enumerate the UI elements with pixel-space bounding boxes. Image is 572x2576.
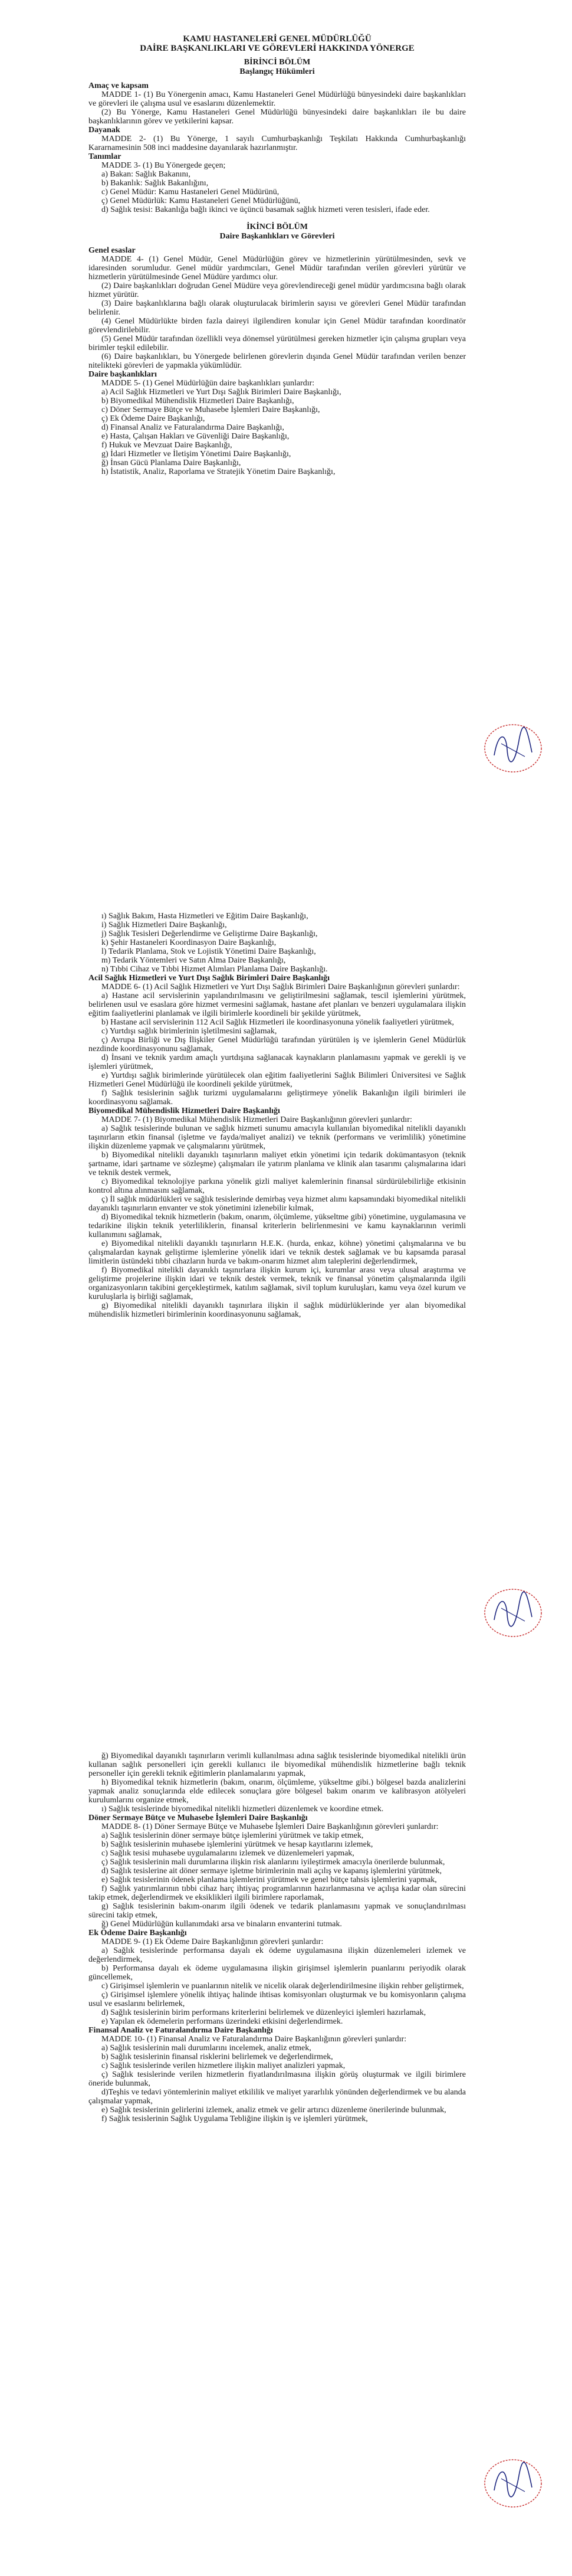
madde-4-para: (6) Daire başkanlıkları, bu Yönergede belirlenen görevlerin dışında Genel Müdür tarafından verilen benzer nitelikteki görevleri de yapmakla yükümlüdür.	[88, 352, 466, 370]
madde-4-para: (5) Genel Müdür tarafından özellikli veya dönemsel yürütülmesi gereken hizmetler için çalışma grupları veya birimler teşkil edilebilir.	[88, 335, 466, 352]
madde-9: MADDE 9- (1) Ek Ödeme Daire Başkanlığının görevleri şunlardır:	[101, 1937, 324, 1946]
madde-7: MADDE 7- (1) Biyomedikal Mühendislik Hizmetleri Daire Başkanlığının görevleri şunlardır:	[101, 1115, 412, 1124]
list-item: ç) Ek Ödeme Daire Başkanlığı,	[101, 414, 205, 423]
list-item: a) Bakan: Sağlık Bakanını,	[101, 170, 190, 179]
list-item: i) Sağlık Hizmetleri Daire Başkanlığı,	[101, 921, 227, 929]
list-item: a) Sağlık tesislerinin döner sermaye bütçe işlemlerini yürütmek ve takip etmek,	[101, 1831, 364, 1840]
heading-ek-odeme: Ek Ödeme Daire Başkanlığı	[88, 1929, 187, 1937]
heading-biyomedikal: Biyomedikal Mühendislik Hizmetleri Daire Başkanlığı	[88, 1107, 280, 1115]
list-item: l) Tedarik Planlama, Stok ve Lojistik Yönetimi Daire Başkanlığı,	[101, 947, 316, 956]
list-item: e) Biyomedikal nitelikli dayanıklı taşınırların H.E.K. (hurda, enkaz, köhne) yönetimi çalışmalarına ve bu çalışmalardan kaynak geliştirme işlemlerine yönelik idari ve teknik destek sağlamak ve bu kapsamda parasal limitlerin üstündeki tıbbi cihazların hurda ve bakım-onarım hizmet alım taleplerini değerlendirmek,	[88, 1239, 466, 1266]
list-item: d) Sağlık tesislerine ait döner sermaye işletme birimlerinin mali açılış ve kapanış işlemlerini yürütmek,	[101, 1867, 442, 1875]
madde-4-para: (4) Genel Müdürlükte birden fazla daireyi ilgilendiren konular için Genel Müdür tarafından koordinatör görevlendirilebilir.	[88, 317, 466, 335]
list-item: ç) Girişimsel işlemlere yönelik ihtiyaç halinde ihtisas komisyonları oluşturmak ve bu komisyonların çalışma usul ve esaslarını belirlemek,	[88, 1991, 466, 2008]
list-item: n) Tıbbi Cihaz ve Tıbbi Hizmet Alımları Planlama Daire Başkanlığı.	[101, 965, 328, 974]
list-item: g) Biyomedikal nitelikli dayanıklı taşınırlara ilişkin il sağlık müdürlüklerinde yer alan biyomedikal mühendislik hizmetleri birimlerinin koordinasyonunu sağlamak,	[88, 1301, 466, 1319]
signature-stamp	[478, 1585, 548, 1641]
list-item: f) Sağlık tesislerinin sağlık turizmi uygulamalarını geliştirmeye yönelik Bakanlığın ilgili birimleri ile koordinasyonu sağlamak.	[88, 1089, 466, 1107]
madde-8: MADDE 8- (1) Döner Sermaye Bütçe ve Muhasebe İşlemleri Daire Başkanlığının görevleri şunlardır:	[101, 1822, 439, 1831]
signature-stamp	[478, 720, 548, 776]
part-2-subtitle: Daire Başkanlıkları ve Görevleri	[219, 232, 335, 241]
list-item: ğ) İnsan Gücü Planlama Daire Başkanlığı,	[101, 459, 241, 467]
list-item: d) Sağlık tesisi: Bakanlığa bağlı ikinci ve üçüncü basamak sağlık hizmeti veren tesisleri, ifade eder.	[101, 205, 430, 214]
document-page-3	[0, 1717, 572, 2576]
madde-1-para-2: (2) Bu Yönerge, Kamu Hastaneleri Genel Müdürlüğü bünyesindeki daire başkanlıkları ile bu daire başkanlıklarının görev ve yetkilerini kapsar.	[88, 108, 466, 126]
list-item: e) Yurtdışı sağlık birimlerinde yürütülecek olan eğitim faaliyetlerini Sağlık Bilimleri Üniversitesi ve Sağlık Hizmetleri Genel Müdürlüğü ile koordineli şekilde yürütmek,	[88, 1071, 466, 1089]
madde-4-para: MADDE 4- (1) Genel Müdür, Genel Müdürlüğün görev ve hizmetlerinin yürütülmesinden, sevk ve idaresinden sorumludur. Genel müdür yardımcıları, Genel Müdür tarafından verilen görevleri yürütür ve hizmetlerin yürütülmesinde Genel Müdüre yardımcı olur.	[88, 255, 466, 282]
heading-amac: Amaç ve kapsam	[88, 81, 149, 90]
document-page-2	[0, 859, 572, 1717]
list-item: ç) Sağlık tesislerinde verilen hizmetlerin fiyatlandırılmasına ilişkin görüş oluşturmak ve ilgili birimlere öneride bulunmak,	[88, 2070, 466, 2088]
list-item: ı) Sağlık Bakım, Hasta Hizmetleri ve Eğitim Daire Başkanlığı,	[101, 912, 308, 921]
heading-daire-baskanliklari: Daire başkanlıkları	[88, 370, 157, 379]
list-item: c) Biyomedikal teknolojiye parkına yönelik gizli maliyet kalemlerinin finansal sürdürülebilirliğe etkisinin kontrol altına alınmasını sağlamak,	[88, 1177, 466, 1195]
madde-3: MADDE 3- (1) Bu Yönergede geçen;	[101, 161, 226, 170]
signature-stamp	[478, 2455, 548, 2511]
list-item: e) Hasta, Çalışan Hakları ve Güvenliği Daire Başkanlığı,	[101, 432, 290, 441]
list-item: c) Girişimsel işlemlerin ve puanlarının nitelik ve nicelik olarak değerlendirilmesine ilişkin rehber geliştirmek,	[101, 1982, 464, 1991]
list-item: f) Hukuk ve Mevzuat Daire Başkanlığı,	[101, 441, 232, 450]
list-item: a) Sağlık tesislerinde performansa dayalı ek ödeme uygulamasına ilişkin düzenlemeleri izlemek ve değerlendirmek,	[88, 1946, 466, 1964]
document-title-line-1: KAMU HASTANELERİ GENEL MÜDÜRLÜĞÜ	[183, 34, 372, 44]
list-item: f) Sağlık yatırımlarının tıbbi cihaz harç ihtiyaç programlarının hazırlanmasına ve açılışa kadar olan sürecini takip etmek, değerlendirmek ve eksiklikleri ilgili birimlere raporlamak,	[88, 1884, 466, 1902]
madde-5: MADDE 5- (1) Genel Müdürlüğün daire başkanlıkları şunlardır:	[101, 379, 315, 388]
list-item: b) Hastane acil servislerinin 112 Acil Sağlık Hizmetleri ile koordinasyonuna yönelik faaliyetleri yürütmek,	[101, 1018, 454, 1027]
list-item: b) Bakanlık: Sağlık Bakanlığını,	[101, 179, 209, 188]
list-item: b) Sağlık tesislerinin muhasebe işlemlerini yürütmek ve hesap kayıtlarını izlemek,	[101, 1840, 373, 1849]
list-item: d) Sağlık tesislerinin birim performans kriterlerini belirlemek ve düzenleyici işlemleri hazırlamak,	[101, 2008, 426, 2017]
list-item: b) Performansa dayalı ek ödeme uygulamasına ilişkin girişimsel işlemlerin puanlarını periyodik olarak güncellemek,	[88, 1964, 466, 1982]
list-item: c) Yurtdışı sağlık birimlerinin işletilmesini sağlamak,	[101, 1027, 277, 1036]
list-item: e) Sağlık tesislerinin gelirlerini izlemek, analiz etmek ve gelir artırıcı düzenleme önerilerinde bulunmak,	[101, 2106, 446, 2115]
heading-tanimlar: Tanımlar	[88, 152, 121, 161]
list-item: c) Döner Sermaye Bütçe ve Muhasebe İşlemleri Daire Başkanlığı,	[101, 405, 320, 414]
list-item: k) Şehir Hastaneleri Koordinasyon Daire Başkanlığı,	[101, 938, 277, 947]
list-item: ı) Sağlık tesislerinde biyomedikal nitelikli hizmetleri düzenlemek ve koordine etmek.	[101, 1805, 384, 1814]
document-page-1	[0, 0, 572, 859]
list-item: h) Biyomedikal teknik hizmetlerin (bakım, onarım, ölçümleme, yükseltme gibi.) bölgesel bazda analizlerini yapmak analiz sonuçlarında elde edilecek sonuçlara göre bölgesel bakım onarım ve kalibrasyon atölyeleri kurulumlarını organize etmek,	[88, 1778, 466, 1805]
part-1-title: BİRİNCİ BÖLÜM	[244, 58, 311, 67]
list-item: j) Sağlık Tesisleri Değerlendirme ve Geliştirme Daire Başkanlığı,	[101, 929, 318, 938]
list-item: f) Biyomedikal nitelikli dayanıklı taşınırlara ilişkin kurum içi, kurumlar arası veya ulusal araştırma ve geliştirme projelerine ilişkin idari ve teknik destek vermek, teknik ve finansal yönetim çalışmalarında ilgili organizasyonların takibini gerçekleştirmek, katılım sağlamak, sivil toplum kuruluşları, kamu veya özel kurum ve kuruluşlarla iş birliği sağlamak,	[88, 1266, 466, 1301]
list-item: h) İstatistik, Analiz, Raporlama ve Stratejik Yönetim Daire Başkanlığı,	[101, 467, 336, 476]
list-item: ğ) Genel Müdürlüğün kullanımdaki arsa ve binaların envanterini tutmak.	[101, 1920, 342, 1929]
list-item: d) Biyomedikal teknik hizmetlerin (bakım, onarım, ölçümleme, yükseltme gibi) yönetimine, uygulamasına ve tedarikine ilişkin teknik yeterliliklerin, finansal kriterlerin belirlenmesini ve kamu kaynaklarının verimli kullanımını sağlamak,	[88, 1213, 466, 1239]
heading-finansal-analiz: Finansal Analiz ve Faturalandırma Daire Başkanlığı	[88, 2026, 273, 2035]
list-item: e) Yapılan ek ödemelerin performans üzerindeki etkisini değerlendirmek.	[101, 2017, 343, 2026]
madde-10: MADDE 10- (1) Finansal Analiz ve Faturalandırma Daire Başkanlığının görevleri şunlardır:	[101, 2035, 407, 2044]
list-item: a) Acil Sağlık Hizmetleri ve Yurt Dışı Sağlık Birimleri Daire Başkanlığı,	[101, 388, 341, 397]
madde-1-para-1: MADDE 1- (1) Bu Yönergenin amacı, Kamu Hastaneleri Genel Müdürlüğü bünyesindeki daire başkanlıkları ve görevleri ile çalışma usul ve esaslarını düzenlemektir.	[88, 90, 466, 108]
list-item: a) Hastane acil servislerinin yapılandırılmasını ve geliştirilmesini sağlamak, tescil işlemlerini yürütmek, belirlenen usul ve esaslara göre hizmet vermesini sağlamak, hastane afet planları ve benzeri uygulamalara ilişkin eğitim faaliyetlerini planlamak ve ilgili birimlerle koordineli bir şekilde yürütmek,	[88, 991, 466, 1018]
list-item: g) Sağlık tesislerinin bakım-onarım ilgili ödenek ve tedarik planlamasını yapmak ve sonuçlandırılması sürecini takip etmek,	[88, 1902, 466, 1920]
list-item: m) Tedarik Yöntemleri ve Satın Alma Daire Başkanlığı,	[101, 956, 286, 965]
list-item: c) Sağlık tesislerinde verilen hizmetlere ilişkin maliyet analizleri yapmak,	[101, 2061, 346, 2070]
part-1-subtitle: Başlangıç Hükümleri	[239, 67, 315, 76]
list-item: b) Biyomedikal nitelikli dayanıklı taşınırların maliyet etkin yönetimi için tedarik dokümantasyon (teknik şartname, idari şartname ve sözleşme) çalışmaları ile yatırım planlama ve klinik alan tasarımı çalışmalarına idari ve teknik destek vermek,	[88, 1151, 466, 1177]
list-item: b) Biyomedikal Mühendislik Hizmetleri Daire Başkanlığı,	[101, 397, 294, 405]
list-item: a) Sağlık tesislerinin mali durumlarını incelemek, analiz etmek,	[101, 2044, 311, 2053]
madde-4-para: (2) Daire başkanlıkları doğrudan Genel Müdüre veya görevlendireceği genel müdür yardımcısına bağlı olarak hizmet yürütür.	[88, 282, 466, 299]
heading-acil: Acil Sağlık Hizmetleri ve Yurt Dışı Sağlık Birimleri Daire Başkanlığı	[88, 974, 330, 983]
list-item: d)Teşhis ve tedavi yöntemlerinin maliyet etkililik ve maliyet yararlılık yönünden değerlendirmek ve bu alanda çalışmalar yapmak,	[88, 2088, 466, 2106]
list-item: a) Sağlık tesislerinde bulunan ve sağlık hizmeti sunumu amacıyla kullanılan biyomedikal nitelikli dayanıklı taşınırların etkin finansal (işletme ve fayda/maliyet analizi) ve teknik (performans ve verimlilik) yönetimine ilişkin düzenleme yapmak ve çalışmalarını yürütmek,	[88, 1124, 466, 1151]
list-item: ç) Sağlık tesislerinin mali durumlarına ilişkin risk alanlarını iyileştirmek amacıyla önerilerde bulunmak,	[101, 1858, 445, 1867]
list-item: ç) Genel Müdürlük: Kamu Hastaneleri Genel Müdürlüğünü,	[101, 197, 301, 205]
list-item: ç) Avrupa Birliği ve Dış İlişkiler Genel Müdürlüğü tarafından yürütülen iş ve işlemlerin Genel Müdürlük nezdinde koordinasyonunu sağlamak,	[88, 1036, 466, 1053]
heading-genel-esaslar: Genel esaslar	[88, 246, 136, 255]
madde-2: MADDE 2- (1) Bu Yönerge, 1 sayılı Cumhurbaşkanlığı Teşkilatı Hakkında Cumhurbaşkanlığı Kararnamesinin 508 inci maddesine dayanılarak hazırlanmıştır.	[88, 135, 466, 152]
list-item: g) İdari Hizmetler ve İletişim Yönetimi Daire Başkanlığı,	[101, 450, 291, 459]
list-item: e) Sağlık tesislerinin ödenek planlama işlemlerini yürütmek ve genel bütçe tahsis işlemlerini yapmak,	[101, 1875, 437, 1884]
part-2-title: İKİNCİ BÖLÜM	[246, 222, 308, 231]
list-item: f) Sağlık tesislerinin Sağlık Uygulama Tebliğine ilişkin iş ve işlemleri yürütmek,	[101, 2115, 368, 2123]
heading-dayanak: Dayanak	[88, 126, 120, 135]
list-item: d) Finansal Analiz ve Faturalandırma Daire Başkanlığı,	[101, 423, 284, 432]
list-item: ğ) Biyomedikal dayanıklı taşınırların verimli kullanılması adına sağlık tesislerinde biyomedikal nitelikli ürün kullanan sağlık personelleri için gerekli kullanıcı ile biyomedikal mühendislik hizmetlerine bağlı teknik personeller için gerekli teknik eğitimlerin planlamalarını yapmak,	[88, 1752, 466, 1778]
list-item: b) Sağlık tesislerinin finansal risklerini belirlemek ve değerlendirmek,	[101, 2053, 333, 2061]
list-item: c) Sağlık tesisi muhasebe uygulamalarını izlemek ve düzenlemeleri yapmak,	[101, 1849, 354, 1858]
madde-4-para: (3) Daire başkanlıklarına bağlı olarak oluşturulacak birimlerin sayısı ve görevleri Genel Müdür tarafından belirlenir.	[88, 299, 466, 317]
list-item: c) Genel Müdür: Kamu Hastaneleri Genel Müdürünü,	[101, 188, 280, 197]
madde-6: MADDE 6- (1) Acil Sağlık Hizmetleri ve Yurt Dışı Sağlık Birimleri Daire Başkanlığının görevleri şunlardır:	[101, 983, 460, 991]
list-item: d) İnsani ve teknik yardım amaçlı yurtdışına sağlanacak kaynakların planlamasını yapmak ve gerekli iş ve işlemleri yürütmek,	[88, 1053, 466, 1071]
document-title-line-2: DAİRE BAŞKANLIKLARI VE GÖREVLERİ HAKKINDA YÖNERGE	[140, 44, 415, 53]
heading-doner-sermaye: Döner Sermaye Bütçe ve Muhasebe İşlemleri Daire Başkanlığı	[88, 1814, 308, 1822]
list-item: ç) İl sağlık müdürlükleri ve sağlık tesislerinde demirbaş veya hizmet alımı kapsamındaki biyomedikal nitelikli dayanıklı taşınırların envanter ve stok yönetimini izlenebilir kılmak,	[88, 1195, 466, 1213]
